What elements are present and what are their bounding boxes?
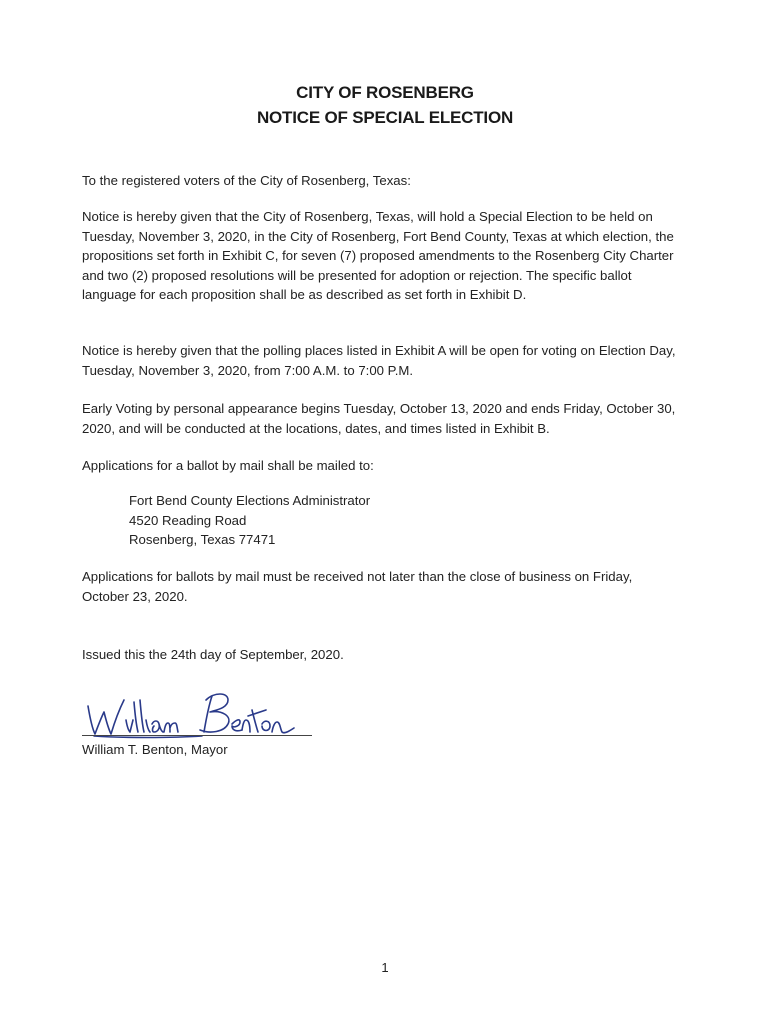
notice-election-paragraph: Notice is hereby given that the City of Rosenberg, Texas, will hold a Special Election to be held on Tuesday, November 3, 2020, in the City of Rosenberg, Fort Bend County, Texas at which election, the propositions set forth in Exhibit C, for seven (7) proposed amendments to the Rosenberg City Charter and two (2) proposed resolutions will be presented for adoption or rejection. The specific ballot language for each proposition shall be as described as set forth in Exhibit D. — [82, 209, 674, 302]
page-number: 1 — [381, 960, 389, 975]
address-line-3: Rosenberg, Texas 77471 — [129, 532, 276, 547]
signer-name: William T. Benton, Mayor — [82, 742, 228, 757]
ballot-mail-intro: Applications for a ballot by mail shall be mailed to: — [82, 458, 374, 473]
notice-polling-paragraph: Notice is hereby given that the polling places listed in Exhibit A will be open for voting on Election Day, Tuesday, November 3, 2020, from 7:00 A.M. to 7:00 P.M. — [82, 343, 676, 378]
document-title-city: CITY OF ROSENBERG — [296, 83, 474, 102]
document-title-notice: NOTICE OF SPECIAL ELECTION — [256, 108, 514, 127]
early-voting-paragraph: Early Voting by personal appearance begins Tuesday, October 13, 2020 and ends Friday, October 30, 2020, and will be conducted at the locations, dates, and times listed in Exhibit B. — [82, 401, 676, 436]
signature-line — [82, 735, 312, 736]
address-line-2: 4520 Reading Road — [129, 512, 247, 528]
mailing-address — [129, 491, 370, 550]
handwritten-signature — [82, 688, 322, 740]
ballot-mail-deadline-paragraph: Applications for ballots by mail must be received not later than the close of business on Friday, October 23, 2020. — [82, 569, 633, 604]
issued-date: Issued this the 24th day of September, 2020. — [82, 647, 344, 662]
salutation: To the registered voters of the City of Rosenberg, Texas: — [82, 173, 411, 188]
address-line-1: Fort Bend County Elections Administrator — [129, 493, 371, 508]
